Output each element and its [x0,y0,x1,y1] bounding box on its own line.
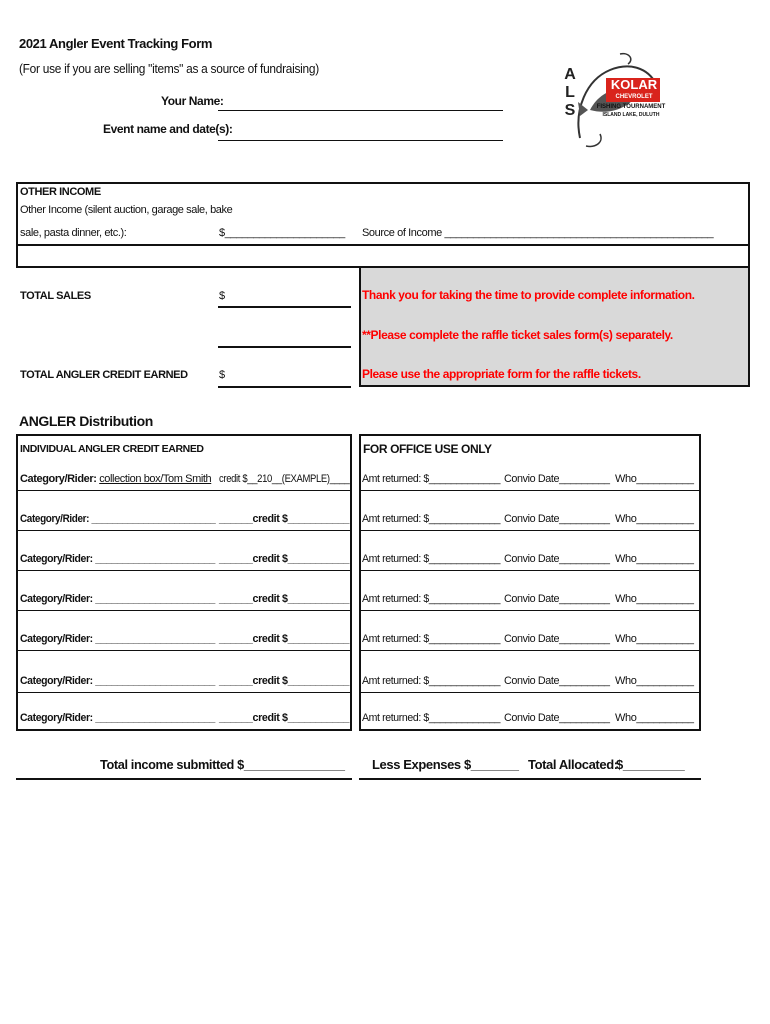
office-row-underline [359,610,701,611]
row-underline [16,692,352,693]
logo-brand: KOLAR [610,77,658,92]
office-who[interactable]: Who__________ [615,593,694,605]
distribution-heading: ANGLER Distribution [19,413,153,429]
row-underline [16,610,352,611]
credit-field[interactable] [219,675,349,687]
total-credit-field[interactable] [218,386,351,388]
row-underline [16,530,352,531]
credit-field[interactable] [219,633,349,645]
office-amt-returned[interactable]: Amt returned: $_____________ [362,593,501,605]
logo-letter-l: L [565,84,575,101]
total-sales-field[interactable] [218,306,351,308]
office-row-underline [359,570,701,571]
logo-line2: ISLAND LAKE, DULUTH [602,112,660,118]
office-row-underline [359,692,701,693]
category-rider-field[interactable]: Category/Rider: ______________________ [20,593,215,605]
your-name-field[interactable] [218,110,503,111]
notice-line-1: Thank you for taking the time to provide complete information. [362,288,695,302]
example-row [20,473,211,485]
credit-field-text: ______credit $___________ [219,633,350,645]
credit-field[interactable] [219,593,349,605]
office-convio-date[interactable]: Convio Date_________ [504,553,610,565]
total-allocated-label: Total Allocated: [528,757,618,772]
total-allocated-value[interactable]: $_________ [616,757,685,772]
office-amt-returned[interactable]: Amt returned: $_____________ [362,553,501,565]
example-credit: credit $__210__(EXAMPLE)____ [219,473,350,485]
total-sales-label: TOTAL SALES [20,290,91,302]
credit-field[interactable] [219,513,349,525]
category-rider-field[interactable]: Category/Rider: ______________________ [20,553,215,565]
total-income-submitted[interactable]: Total income submitted $_______________ [100,757,345,772]
row-underline [16,570,352,571]
example-cat-value: collection box/Tom Smith [99,473,212,485]
office-amt-returned[interactable]: Amt returned: $_____________ [362,712,501,724]
other-income-desc-1: Other Income (silent auction, garage sale, bake [20,204,233,216]
office-convio-date[interactable]: Convio Date_________ [504,675,610,687]
office-row-underline [359,530,701,531]
credit-field-text: ______credit $___________ [219,593,350,605]
logo-brand-sub: CHEVROLET [615,94,653,100]
your-name-label: Your Name: [161,94,224,108]
credit-field-text: ______credit $___________ [219,513,350,525]
credit-field[interactable] [219,553,349,565]
logo-letter-a: A [564,66,576,83]
footer-right-rule [359,778,701,780]
footer-left-rule [16,778,352,780]
right-panel-header: FOR OFFICE USE ONLY [363,442,492,456]
office-convio-date[interactable]: Convio Date_________ [504,473,610,485]
office-amt-returned[interactable]: Amt returned: $_____________ [362,633,501,645]
office-who[interactable]: Who__________ [615,553,694,565]
office-amt-returned[interactable]: Amt returned: $_____________ [362,473,501,485]
category-rider-field[interactable]: Category/Rider: ______________________ [20,633,215,645]
notice-line-3: Please use the appropriate form for the raffle tickets. [362,367,641,381]
row-underline [16,650,352,651]
als-logo [560,50,670,150]
office-row-underline [359,729,701,730]
credit-field-text: ______credit $___________ [219,712,350,724]
total-credit-label: TOTAL ANGLER CREDIT EARNED [20,369,188,381]
category-rider-field[interactable]: Category/Rider: ______________________ [20,675,215,687]
office-row-underline [359,650,701,651]
office-row-underline [359,490,701,491]
office-amt-returned[interactable]: Amt returned: $_____________ [362,513,501,525]
credit-field-text: ______credit $___________ [219,553,350,565]
event-field[interactable] [218,140,503,141]
office-who[interactable]: Who__________ [615,513,694,525]
row-underline [16,729,352,730]
example-row-underline [16,490,352,491]
total-sales-dollar: $ [219,290,225,302]
category-rider-field[interactable]: Category/Rider: ________________________ [20,513,216,525]
office-who[interactable]: Who__________ [615,473,694,485]
form-subtitle: (For use if you are selling "items" as a source of fundraising) [19,61,319,76]
left-panel-header: INDIVIDUAL ANGLER CREDIT EARNED [20,443,204,455]
less-expenses[interactable]: Less Expenses $_______ [372,757,519,772]
example-cat-label: Category/Rider: [20,473,97,485]
divider-bar [16,246,750,268]
category-rider-field[interactable]: Category/Rider: ______________________ [20,712,215,724]
form-title: 2021 Angler Event Tracking Form [19,36,213,51]
office-convio-date[interactable]: Convio Date_________ [504,513,610,525]
credit-field[interactable] [219,712,349,724]
office-convio-date[interactable]: Convio Date_________ [504,633,610,645]
logo-line1: FISHING TOURNAMENT [596,104,666,110]
credit-field-text: ______credit $___________ [219,675,350,687]
office-convio-date[interactable]: Convio Date_________ [504,712,610,724]
event-label: Event name and date(s): [103,122,233,136]
other-income-amount[interactable]: $_____________________ [219,227,345,239]
blank-total-field[interactable] [218,346,351,348]
logo-letter-s: S [564,102,576,119]
office-who[interactable]: Who__________ [615,712,694,724]
office-who[interactable]: Who__________ [615,675,694,687]
office-amt-returned[interactable]: Amt returned: $_____________ [362,675,501,687]
office-convio-date[interactable]: Convio Date_________ [504,593,610,605]
notice-line-2: **Please complete the raffle ticket sales form(s) separately. [362,328,673,342]
office-who[interactable]: Who__________ [615,633,694,645]
other-income-heading: OTHER INCOME [20,186,101,198]
total-credit-dollar: $ [219,369,225,381]
other-income-source[interactable]: Source of Income _______________________________________________ [362,227,714,239]
other-income-desc-2: sale, pasta dinner, etc.): [20,227,127,239]
